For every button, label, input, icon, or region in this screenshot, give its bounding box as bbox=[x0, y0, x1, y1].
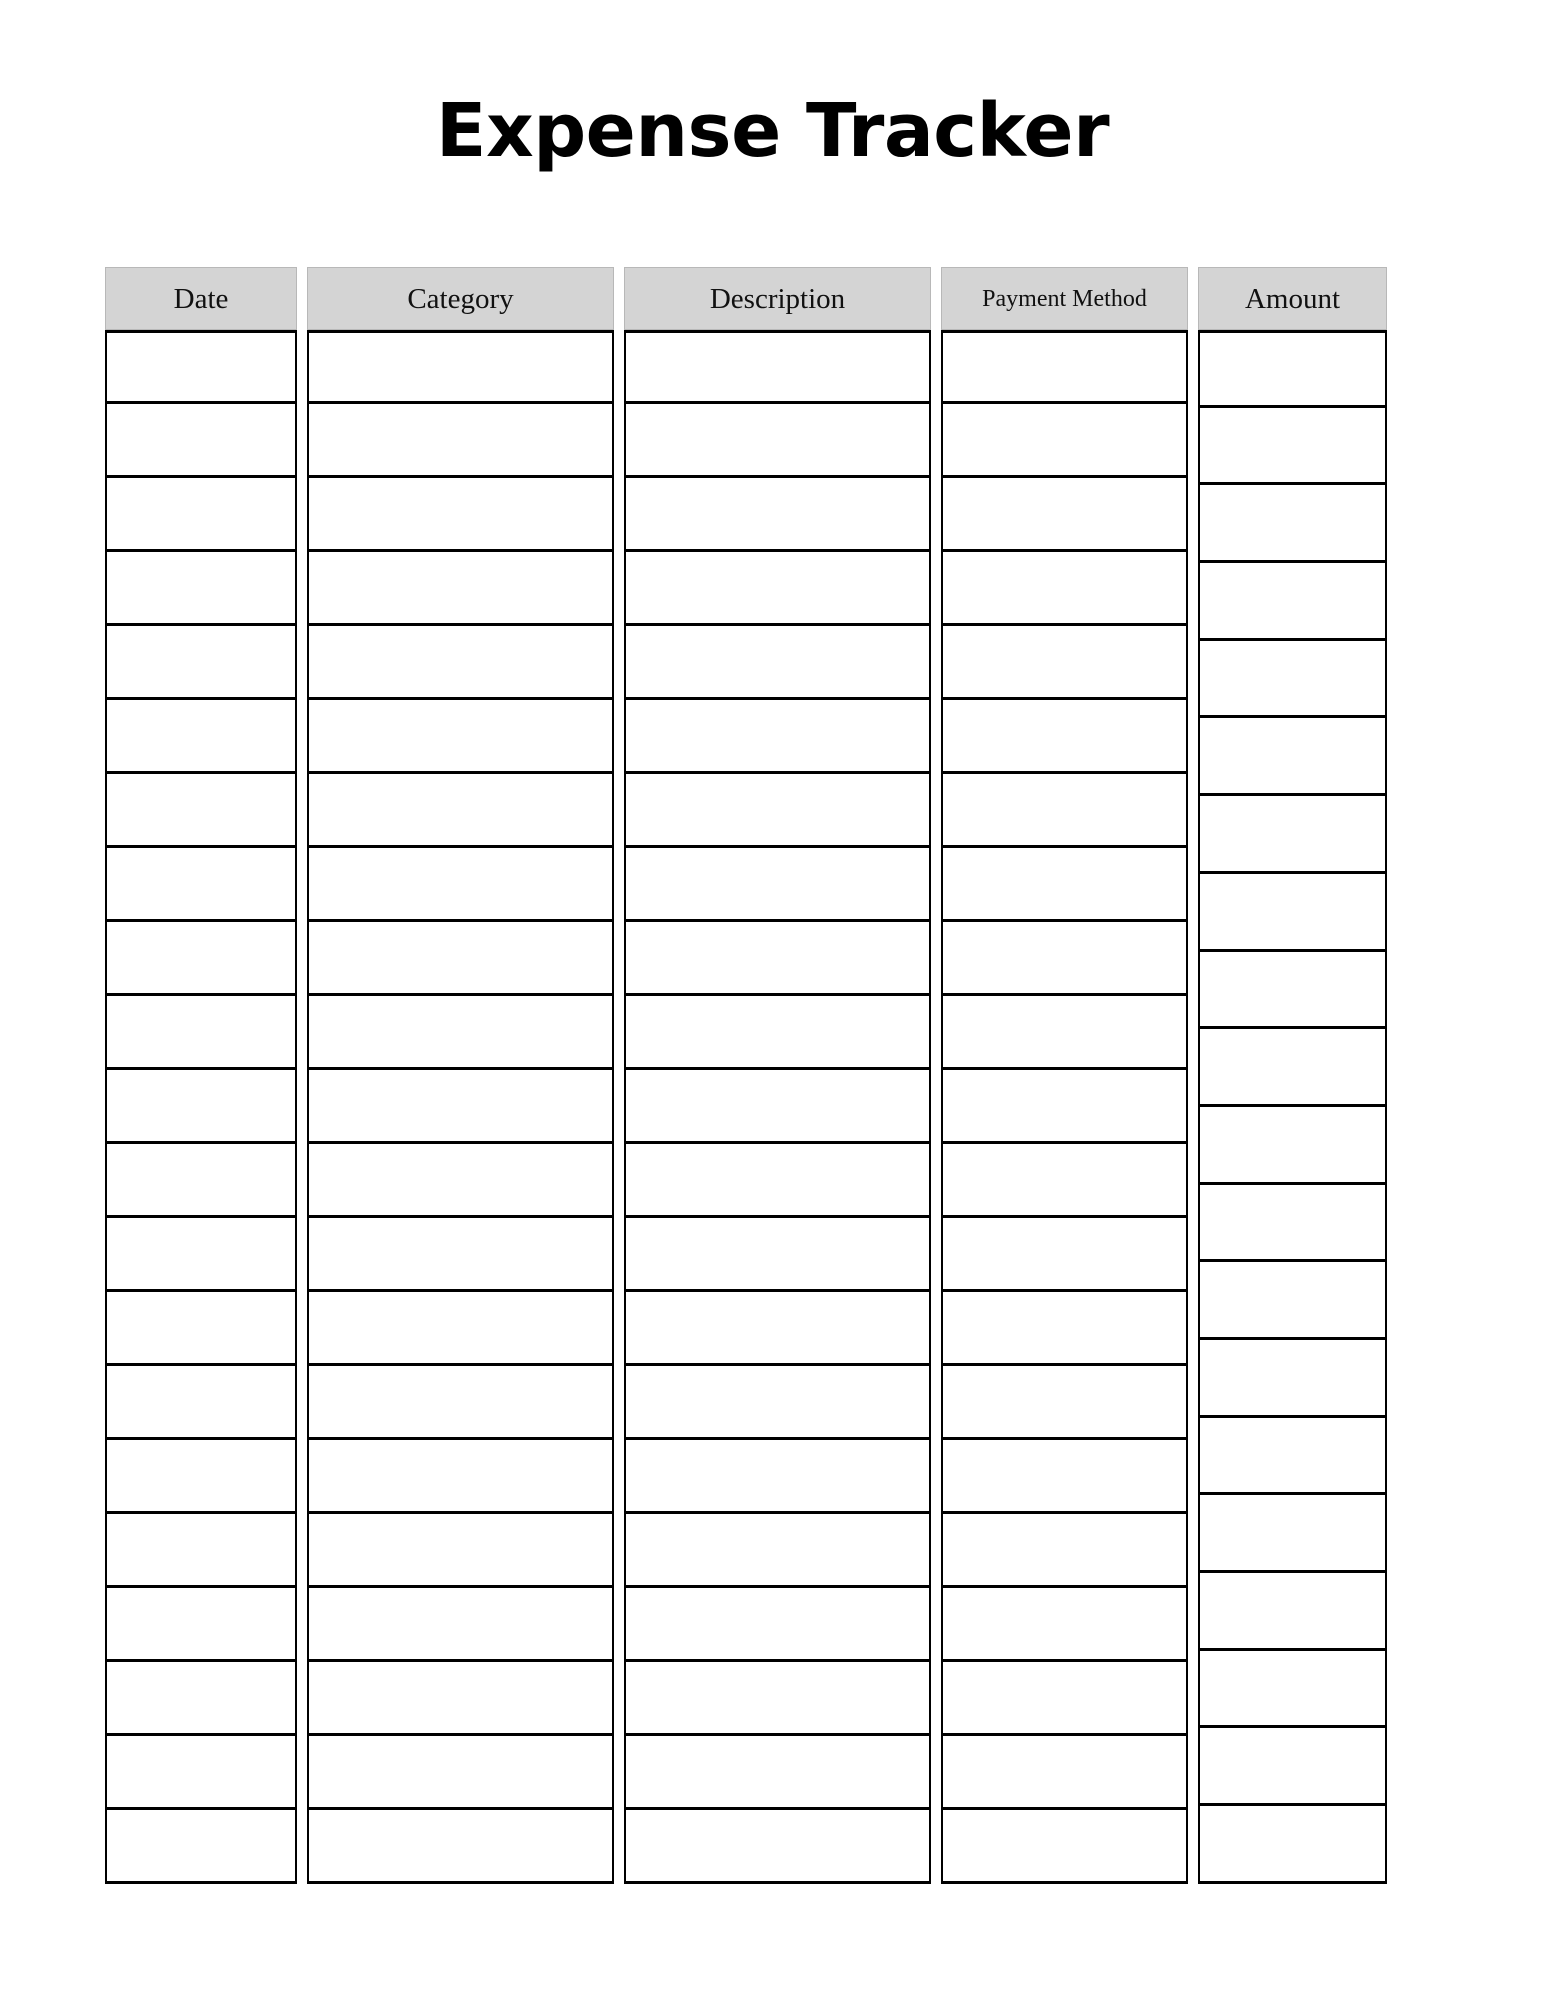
table-cell[interactable] bbox=[307, 626, 614, 700]
column-amount bbox=[1198, 267, 1387, 1884]
table-cell[interactable] bbox=[941, 626, 1188, 700]
table-cell[interactable] bbox=[624, 404, 931, 478]
table-cell[interactable] bbox=[307, 922, 614, 996]
table-cell[interactable] bbox=[307, 1440, 614, 1514]
table-cell[interactable] bbox=[105, 1292, 297, 1366]
table-cell[interactable] bbox=[307, 996, 614, 1070]
table-cell[interactable] bbox=[624, 1292, 931, 1366]
table-cell[interactable] bbox=[105, 700, 297, 774]
table-cell[interactable] bbox=[1198, 641, 1387, 719]
table-cell[interactable] bbox=[1198, 1262, 1387, 1340]
table-cell[interactable] bbox=[307, 700, 614, 774]
page-title: Expense Tracker bbox=[435, 88, 1110, 174]
column-description bbox=[624, 267, 931, 1884]
expense-table bbox=[105, 267, 1427, 1884]
table-cell[interactable] bbox=[307, 1366, 614, 1440]
table-cell[interactable] bbox=[105, 848, 297, 922]
table-cell[interactable] bbox=[941, 848, 1188, 922]
table-cell[interactable] bbox=[105, 996, 297, 1070]
table-cell[interactable] bbox=[1198, 1651, 1387, 1729]
table-cell[interactable] bbox=[105, 552, 297, 626]
table-cell[interactable] bbox=[941, 330, 1188, 404]
column-body-date bbox=[105, 330, 297, 1884]
table-cell[interactable] bbox=[624, 1588, 931, 1662]
table-cell[interactable] bbox=[624, 1144, 931, 1218]
table-cell[interactable] bbox=[1198, 1185, 1387, 1263]
table-cell[interactable] bbox=[941, 996, 1188, 1070]
table-cell[interactable] bbox=[105, 1588, 297, 1662]
table-cell[interactable] bbox=[307, 1588, 614, 1662]
table-cell[interactable] bbox=[1198, 1495, 1387, 1573]
table-cell[interactable] bbox=[105, 1810, 297, 1884]
table-cell[interactable] bbox=[105, 1662, 297, 1736]
table-cell[interactable] bbox=[307, 1514, 614, 1588]
table-cell[interactable] bbox=[1198, 1107, 1387, 1185]
table-cell[interactable] bbox=[307, 1662, 614, 1736]
table-cell[interactable] bbox=[624, 552, 931, 626]
table-cell[interactable] bbox=[105, 478, 297, 552]
table-cell[interactable] bbox=[624, 774, 931, 848]
table-cell[interactable] bbox=[307, 552, 614, 626]
table-cell[interactable] bbox=[307, 1292, 614, 1366]
table-cell[interactable] bbox=[624, 1662, 931, 1736]
table-cell[interactable] bbox=[1198, 1573, 1387, 1651]
table-cell[interactable] bbox=[307, 1810, 614, 1884]
table-cell[interactable] bbox=[307, 1736, 614, 1810]
table-cell[interactable] bbox=[941, 1218, 1188, 1292]
table-cell[interactable] bbox=[624, 1440, 931, 1514]
table-cell[interactable] bbox=[105, 626, 297, 700]
table-cell[interactable] bbox=[941, 1514, 1188, 1588]
table-cell[interactable] bbox=[941, 478, 1188, 552]
column-body-payment-method bbox=[941, 330, 1188, 1884]
table-cell[interactable] bbox=[105, 330, 297, 404]
table-cell[interactable] bbox=[624, 922, 931, 996]
table-cell[interactable] bbox=[941, 774, 1188, 848]
table-cell[interactable] bbox=[624, 1070, 931, 1144]
table-cell[interactable] bbox=[105, 1366, 297, 1440]
table-cell[interactable] bbox=[941, 1144, 1188, 1218]
table-cell[interactable] bbox=[941, 922, 1188, 996]
column-body-category bbox=[307, 330, 614, 1884]
table-cell[interactable] bbox=[624, 1736, 931, 1810]
table-cell[interactable] bbox=[105, 1440, 297, 1514]
table-cell[interactable] bbox=[105, 404, 297, 478]
table-cell[interactable] bbox=[624, 1514, 931, 1588]
table-cell[interactable] bbox=[624, 996, 931, 1070]
table-cell[interactable] bbox=[1198, 1340, 1387, 1418]
table-cell[interactable] bbox=[105, 1736, 297, 1810]
column-date bbox=[105, 267, 297, 1884]
table-cell[interactable] bbox=[941, 1588, 1188, 1662]
table-cell[interactable] bbox=[105, 774, 297, 848]
table-cell[interactable] bbox=[307, 330, 614, 404]
table-cell[interactable] bbox=[1198, 718, 1387, 796]
table-cell[interactable] bbox=[624, 1218, 931, 1292]
table-cell[interactable] bbox=[941, 1292, 1188, 1366]
column-header-amount: Amount bbox=[1198, 267, 1387, 330]
table-cell[interactable] bbox=[1198, 874, 1387, 952]
column-body-description bbox=[624, 330, 931, 1884]
table-cell[interactable] bbox=[624, 330, 931, 404]
table-cell[interactable] bbox=[307, 404, 614, 478]
table-cell[interactable] bbox=[307, 478, 614, 552]
table-cell[interactable] bbox=[1198, 563, 1387, 641]
table-cell[interactable] bbox=[1198, 408, 1387, 486]
table-cell[interactable] bbox=[941, 552, 1188, 626]
table-cell[interactable] bbox=[941, 1366, 1188, 1440]
column-category bbox=[307, 267, 614, 1884]
column-header-description: Description bbox=[624, 267, 931, 330]
table-cell[interactable] bbox=[941, 1810, 1188, 1884]
column-header-category: Category bbox=[307, 267, 614, 330]
table-cell[interactable] bbox=[1198, 796, 1387, 874]
table-cell[interactable] bbox=[1198, 952, 1387, 1030]
table-cell[interactable] bbox=[1198, 1029, 1387, 1107]
table-cell[interactable] bbox=[307, 1144, 614, 1218]
table-cell[interactable] bbox=[624, 700, 931, 774]
table-cell[interactable] bbox=[624, 1810, 931, 1884]
table-cell[interactable] bbox=[941, 700, 1188, 774]
table-cell[interactable] bbox=[624, 478, 931, 552]
table-cell[interactable] bbox=[105, 1514, 297, 1588]
table-cell[interactable] bbox=[941, 1662, 1188, 1736]
column-header-date: Date bbox=[105, 267, 297, 330]
table-cell[interactable] bbox=[941, 1736, 1188, 1810]
table-cell[interactable] bbox=[624, 626, 931, 700]
table-cell[interactable] bbox=[105, 1070, 297, 1144]
table-cell[interactable] bbox=[105, 1218, 297, 1292]
table-cell[interactable] bbox=[624, 848, 931, 922]
table-cell[interactable] bbox=[1198, 1806, 1387, 1884]
table-cell[interactable] bbox=[105, 1144, 297, 1218]
table-cell[interactable] bbox=[307, 1070, 614, 1144]
column-header-payment-method: Payment Method bbox=[941, 267, 1188, 330]
table-cell[interactable] bbox=[1198, 485, 1387, 563]
table-cell[interactable] bbox=[307, 774, 614, 848]
table-cell[interactable] bbox=[941, 1440, 1188, 1514]
column-body-amount bbox=[1198, 330, 1387, 1884]
column-payment-method bbox=[941, 267, 1188, 1884]
table-cell[interactable] bbox=[941, 404, 1188, 478]
table-cell[interactable] bbox=[307, 1218, 614, 1292]
table-cell[interactable] bbox=[1198, 1728, 1387, 1806]
table-cell[interactable] bbox=[105, 922, 297, 996]
table-cell[interactable] bbox=[941, 1070, 1188, 1144]
table-cell[interactable] bbox=[624, 1366, 931, 1440]
table-cell[interactable] bbox=[1198, 330, 1387, 408]
table-cell[interactable] bbox=[307, 848, 614, 922]
table-cell[interactable] bbox=[1198, 1418, 1387, 1496]
